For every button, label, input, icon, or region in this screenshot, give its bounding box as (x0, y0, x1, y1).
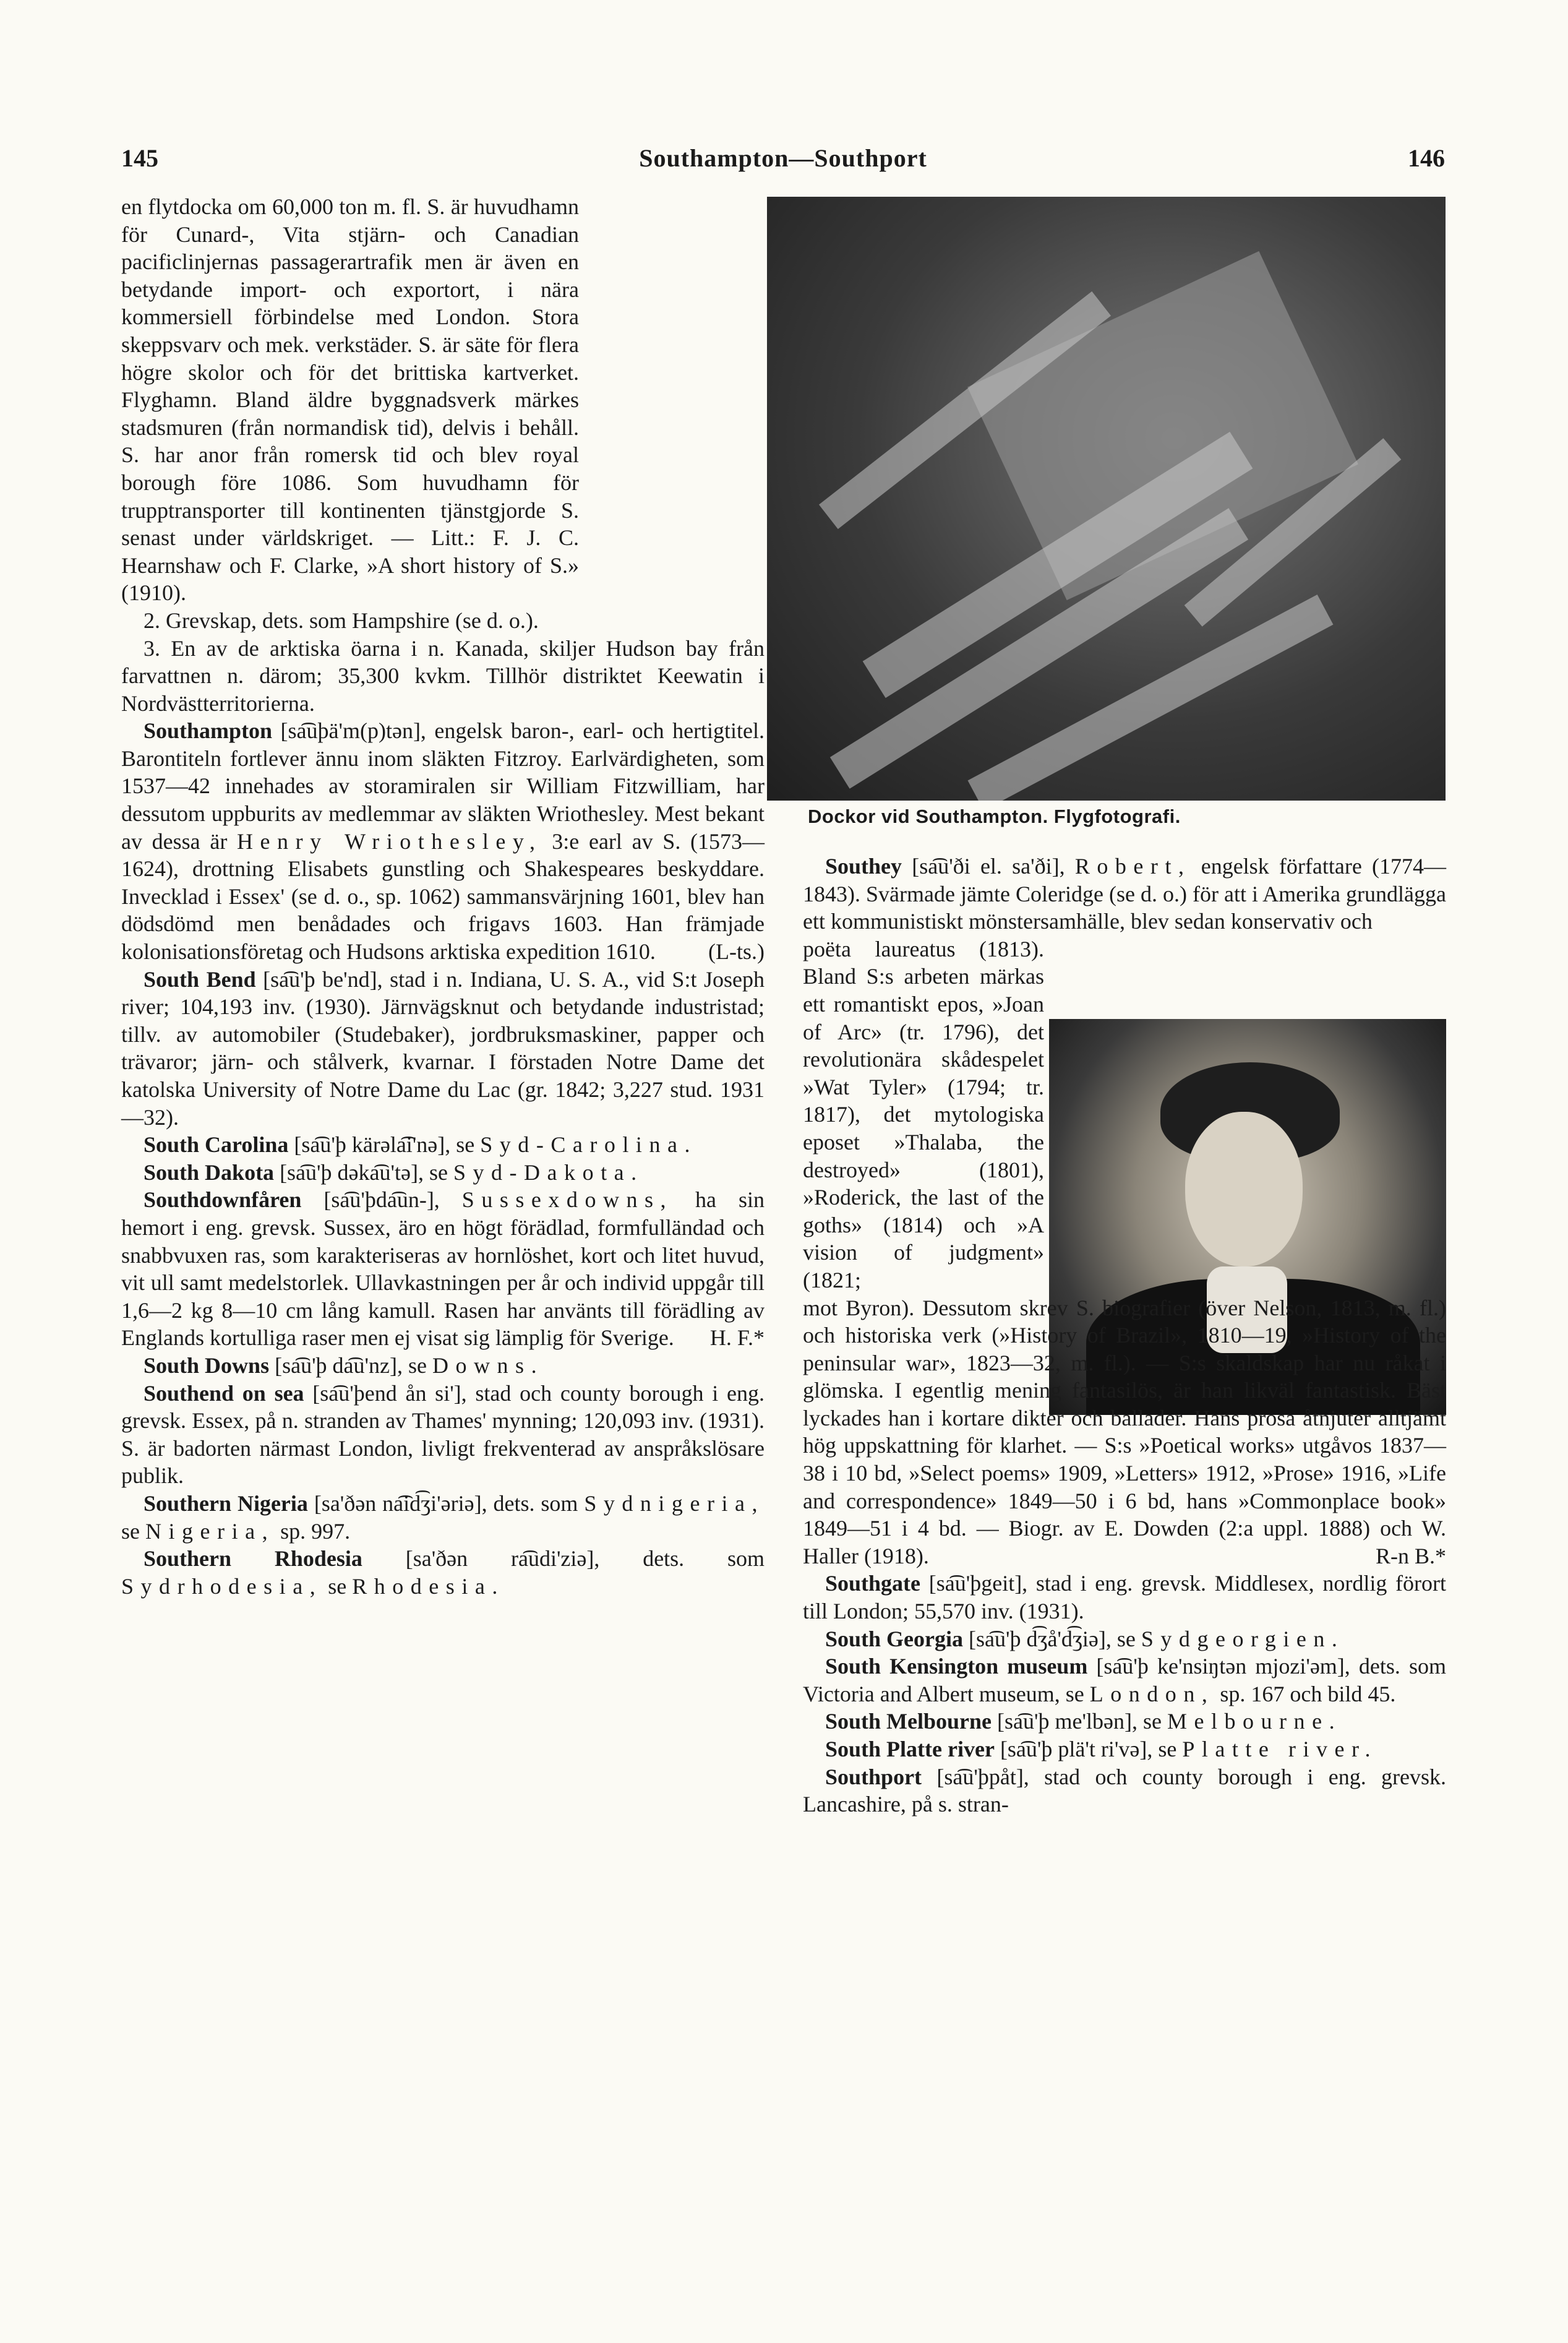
southampton-port-paragraph: en flytdocka om 60,000 ton m. fl. S. är huvudhamn för Cunard-, Vita stjärn- och Canadian pacificlinjernas passagerartrafik men är även en betydande import- och exportort, i nära kommersiell förbindelse med London. Stora skeppsvarv och mek. verkstäder. S. är säte för flera högre skolor och för det brittiska kartverket. Flyghamn. Bland äldre byggnadsverk märkes stadsmuren (från normandisk tid), delvis i behåll. S. har anor från romersk tid och blev royal borough före 1086. Som huvudhamn för trupptransporter till kontinenten tjänstgjorde S. senast under världskriget. — Litt.: F. J. C. Hearnshaw och F. Clarke, »A short history of S.» (1910). (121, 194, 579, 606)
southampton-county-paragraph: 2. Grevskap, dets. som Hampshire (se d. o.). (144, 608, 539, 633)
entry-headword: South Downs (144, 1352, 270, 1378)
dock-photo-caption: Dockor vid Southampton. Flygfotografi. (808, 806, 1181, 827)
page-header (121, 144, 1445, 181)
dock-aerial-photo (767, 197, 1446, 801)
left-narrow-block (121, 193, 579, 635)
author-signature: (L-ts.) (708, 939, 765, 965)
entry-southdownfaren: Southdownfåren [sa͡u'þda͡un-], Sussexdowns, ha sin hemort i eng. grevsk. Sussex, äro en högt förädlad, formfulländad och snabbvuxen ras, som karakteriseras av hornlöshet, kort och litet huvud, vit ull samt medelstorlek. Ullavkastningen per år och individ uppgår till 1,6—2 kg 8—10 cm lång kamull. Rasen har använts till förädling av Englands kortulliga raser men ej visat sig lämplig för Sverige. H. F.* (121, 1186, 765, 1352)
entry-headword: South Dakota (144, 1159, 275, 1185)
entry-headword: South Kensington museum (825, 1654, 1088, 1679)
entry-southern-nigeria: Southern Nigeria [sa'ðən na͡id͡ʒi'əriə], dets. som Sydnigeria, se Nigeria, sp. 997. (121, 1490, 765, 1544)
right-column (803, 853, 1446, 1818)
entry-south-carolina: South Carolina [sa͡u'þ kärəla͡i'nə], se Syd-Carolina. (144, 1132, 697, 1158)
entry-southport: Southport [sa͡u'þpåt], stad och county borough i eng. grevsk. Lancashire, på s. stran- (803, 1764, 1446, 1817)
entry-headword: South Georgia (825, 1626, 964, 1651)
entry-southern-rhodesia: Southern Rhodesia [sa'ðən ra͡udi'ziə], dets. som Sydrhodesia, se Rhodesia. (121, 1546, 765, 1599)
page-number-left: 145 (121, 144, 158, 172)
entry-south-downs: South Downs [sa͡u'þ da͡u'nz], se Downs. (144, 1352, 544, 1378)
dock-water-area (967, 251, 1358, 600)
entry-southend-on-sea: Southend on sea [sa͡u'þend ån si'], stad och county borough i eng. grevsk. Essex, på n. stranden av Thames' mynning; 120,093 inv. (1931). S. är badorten närmast London, livligt frekventerad av anspråkslösare publik. (121, 1380, 765, 1489)
author-signature: H. F.* (709, 1325, 765, 1351)
entry-headword: Southampton (144, 718, 273, 744)
entry-south-bend: South Bend [sa͡u'þ be'nd], stad i n. Indiana, U. S. A., vid S:t Joseph river; 104,193 inv. (1930). Järnvägsknut och betydande industristad; tillv. av automobiler (Studebaker), jordbruksmaskiner, papper och trävaror; järn- och stålverk, kvarnar. I förstaden Notre Dame det katolska University of Notre Dame du Lac (gr. 1842; 3,227 stud. 1931—32). (121, 966, 765, 1130)
southey-works-narrow: poëta laureatus (1813). Bland S:s arbeten märkas ett romantiskt epos, »Joan of Arc» (tr. 1796), det revolutionära skådespelet »Wat Tyler» (1794; tr. 1817), det mytologiska eposet »Thalaba, the destroyed» (1801), »Roderick, the last of the goths» (1814) och »A vision of judgment» (1821; (803, 936, 1044, 1292)
entry-headword: Southern Rhodesia (144, 1546, 362, 1571)
entry-headword: Southern Nigeria (144, 1490, 308, 1516)
entry-headword: South Bend (144, 966, 256, 992)
entry-headword: Southport (825, 1764, 922, 1789)
entry-southgate: Southgate [sa͡u'þgeit], stad i eng. grevsk. Middlesex, nordlig förort till London; 55,570 inv. (1931). (803, 1571, 1447, 1624)
entry-south-georgia: South Georgia [sa͡u'þ d͡ʒå'd͡ʒiə], se Sydgeorgien. (825, 1626, 1345, 1651)
author-signature: R-n B.* (1375, 1543, 1446, 1568)
left-column (121, 193, 765, 1600)
entry-southey-intro: Southey [sa͡u'ði el. sa'ði], Robert, engelsk författare (1774—1843). Svärmade jämte Coleridge (se d. o.) för att i Amerika grundlägga ett kommunistiskt mönstersamhälle, blev sedan konservativ och (803, 854, 1447, 934)
pier-strip (968, 595, 1334, 801)
entry-south-dakota: South Dakota [sa͡u'þ dəka͡u'tə], se Syd-Dakota. (144, 1159, 644, 1185)
entry-headword: Southey (825, 854, 902, 879)
entry-southampton-title: Southampton [sa͡uþä'm(p)tən], engelsk baron-, earl- och hertigtitel. Barontiteln fortlever ännu inom släkten Fitzroy. Earlvärdigheten, som 1537—42 innehades av storamiralen sir William Fitzwilliam, har dessutom uppburits av medlemmar av släkten Wriothesley. Mest bekant av dessa är Henry Wriothesley, 3:e earl av S. (1573—1624), drottning Elisabets gunstling och Shakespeares beskyddare. Invecklad i Essex' (se d. o., sp. 1062) sammansvärjning 1601, blev han dödsdömd men benådades och frigavs 1603. Han främjade kolonisationsföretag och Hudsons arktiska expedition 1610. (L-ts.) (121, 717, 765, 965)
entry-south-melbourne: South Melbourne [sa͡u'þ me'lbən], se Melbourne. (825, 1709, 1342, 1734)
entry-headword: South Melbourne (825, 1709, 992, 1734)
entry-headword: South Carolina (144, 1132, 289, 1158)
entry-south-kensington: South Kensington museum [sa͡u'þ ke'nsiŋtən mjozi'əm], dets. som Victoria and Albert museum, se London, sp. 167 och bild 45. (803, 1654, 1447, 1706)
entry-headword: Southdownfåren (144, 1187, 302, 1213)
southampton-island-paragraph: 3. En av de arktiska öarna i n. Kanada, skiljer Hudson bay från farvattnen n. därom; 35,300 kvkm. Tillhör distriktet Keewatin i Nordvästterritorierna. (121, 635, 765, 716)
entry-south-platte: South Platte river [sa͡u'þ plä't ri'və], se Platte river. (825, 1737, 1378, 1761)
running-title: Southampton—Southport (639, 144, 927, 172)
page-number-right: 146 (1408, 144, 1445, 172)
entry-headword: Southgate (825, 1571, 921, 1596)
entry-headword: South Platte river (825, 1737, 995, 1761)
southey-works-cont: mot Byron). Dessutom skrev S. biografier (över Nelson, 1813, m. fl.) och historiska verk (»History of Brazil», 1810—19, »History of the peninsular war», 1823—32, m. fl.). — S:s skaldskap har nu råkat i glömska. I egentlig mening fantasilös, är han likväl fantastisk. Bäst lyckades han i kortare dikter och ballader. Hans prosa åtnjuter alltjämt hög uppskattning för klarhet. — S:s »Poetical works» utgåvos 1837—38 i 10 bd, »Select poems» 1909, »Letters» 1912, »Prose» 1916, »Life and correspondence» 1849—50 i 6 bd, hans »Commonplace book» 1849—51 i 4 bd. — Biogr. av E. Dowden (2:a uppl. 1888) och W. Haller (1918). R-n B.* (803, 1294, 1446, 1570)
entry-headword: Southend on sea (144, 1380, 304, 1406)
